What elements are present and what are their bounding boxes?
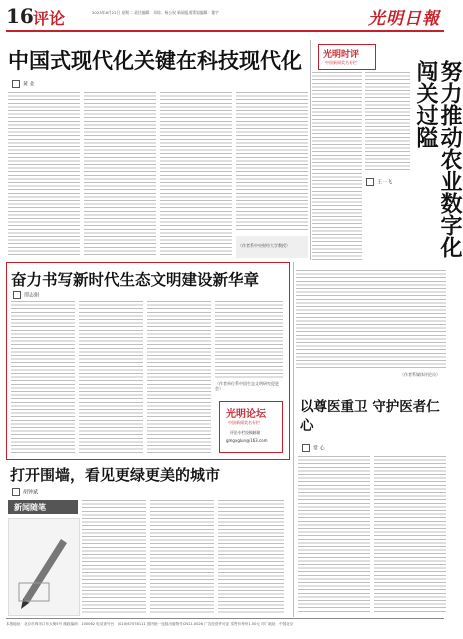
column-badge-subtitle: 中国新闻奖名专栏 xyxy=(325,60,357,65)
lead-body-col1 xyxy=(8,92,80,256)
column-body-col1 xyxy=(312,72,362,262)
featured-body-col2 xyxy=(79,301,143,453)
column-author-note: （作者系媒体评论员） xyxy=(400,372,440,377)
column-byline xyxy=(366,178,392,186)
featured-byline-text: 谭志娟 xyxy=(24,292,40,299)
byline-marker-icon xyxy=(13,291,21,299)
column-title-vertical: 努力推动农业数字化闯关过隘 xyxy=(413,60,463,258)
city-body-col2 xyxy=(150,500,214,614)
header-meta: 2023年8月22日 星期二 责任编辑：邓琼、杨公权 新闻报道策划编辑：董宇 xyxy=(92,10,219,15)
lead-body-col3 xyxy=(160,92,232,256)
featured-frame xyxy=(6,262,290,460)
pen-illustration-icon xyxy=(9,519,79,615)
doctors-title: 以尊医重卫 守护医者仁心 xyxy=(300,399,440,434)
footer-rule xyxy=(6,618,444,619)
forum-contact-label: 评论专栏投稿邮箱 xyxy=(230,430,261,435)
forum-subtitle: 中国新闻奖名专栏 xyxy=(228,420,260,425)
doctors-byline-text: 常 心 xyxy=(313,445,325,452)
forum-email: gmgxglun@163.com xyxy=(226,438,268,443)
byline-marker-icon xyxy=(12,80,20,88)
doctors-byline xyxy=(302,444,325,452)
news-column-title: 新闻随笔 xyxy=(14,502,46,512)
featured-byline xyxy=(13,291,39,299)
footer-text: 本报地址：北京市珠市口东大街5号 邮政编码：100062 电话查号台：(010)67078111 国内统一连续出版物号CN11-0026 广告经营许可证 零售价每份1.50元 印厂地址：中国北京 xyxy=(6,622,294,626)
page-number: 16 xyxy=(6,4,34,28)
city-body-col3 xyxy=(218,500,284,614)
city-byline-text: 胡钟斌 xyxy=(23,489,39,496)
lead-body-col2 xyxy=(84,92,156,256)
city-title: 打开围墙，看见更绿更美的城市 xyxy=(10,466,221,484)
forum-title: 光明论坛 xyxy=(226,409,266,420)
city-body-col1 xyxy=(82,500,146,614)
column-badge xyxy=(318,44,376,70)
doctors-body-col2 xyxy=(374,456,446,614)
featured-title: 奋力书写新时代生态文明建设新华章 xyxy=(11,270,260,289)
news-column-badge xyxy=(8,500,78,514)
lead-byline-text: 黄 业 xyxy=(23,81,35,88)
section-title: 评论 xyxy=(33,9,66,28)
featured-author-note: （作者单位系中国生态文明研究促进会） xyxy=(215,381,279,391)
lead-author-note: （作者系中央财经大学教授） xyxy=(238,243,290,248)
byline-marker-icon xyxy=(12,488,20,496)
byline-marker-icon xyxy=(302,444,310,452)
news-illustration xyxy=(8,518,80,616)
header-rule xyxy=(6,30,444,32)
masthead-logo: 光明日報 xyxy=(368,9,440,29)
lead-title: 中国式现代化关键在科技现代化 xyxy=(8,48,302,73)
lead-body-col4 xyxy=(236,92,308,232)
column-byline-text: 王一飞 xyxy=(377,179,393,186)
column-body-col3 xyxy=(296,270,446,370)
featured-body-col1 xyxy=(11,301,75,453)
column-separator xyxy=(293,262,294,617)
column-badge-title: 光明时评 xyxy=(323,50,360,60)
byline-marker-icon xyxy=(366,178,374,186)
featured-body-col3 xyxy=(147,301,211,453)
column-body-col2 xyxy=(365,72,410,172)
forum-badge xyxy=(219,401,283,453)
page-header xyxy=(0,0,450,40)
lead-byline xyxy=(12,80,35,88)
doctors-body-col1 xyxy=(298,456,370,614)
city-byline xyxy=(12,488,38,496)
featured-body-col4 xyxy=(215,301,283,379)
column-separator xyxy=(310,40,311,260)
